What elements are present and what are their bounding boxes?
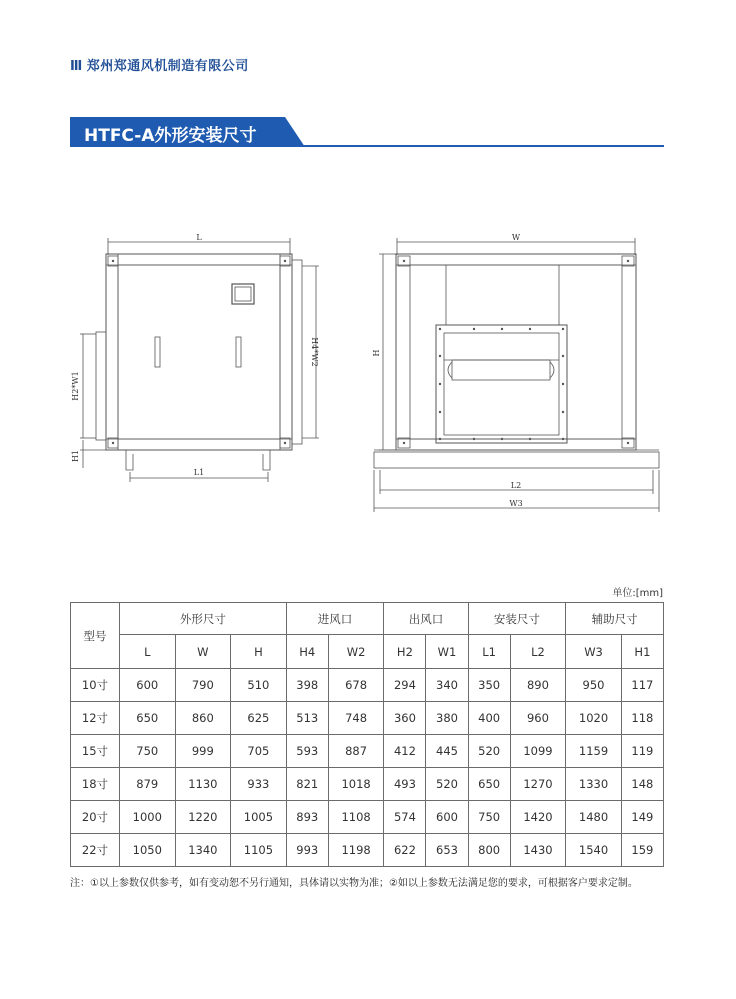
value-cell: 350: [468, 669, 510, 702]
subheader: H1: [621, 635, 663, 669]
value-cell: 1540: [566, 834, 622, 867]
value-cell: 400: [468, 702, 510, 735]
value-cell: 1018: [328, 768, 384, 801]
value-cell: 650: [120, 702, 176, 735]
value-cell: 493: [384, 768, 426, 801]
group-header: 安装尺寸: [468, 603, 566, 635]
subheader: H4: [286, 635, 328, 669]
value-cell: 149: [621, 801, 663, 834]
value-cell: 159: [621, 834, 663, 867]
value-cell: 520: [426, 768, 468, 801]
subheader: H2: [384, 635, 426, 669]
subheader: W2: [328, 635, 384, 669]
model-cell: 12寸: [71, 702, 120, 735]
value-cell: 999: [175, 735, 231, 768]
value-cell: 960: [510, 702, 566, 735]
spec-table: [70, 602, 664, 867]
side-view: [80, 238, 319, 482]
value-cell: 412: [384, 735, 426, 768]
dim-label-L2: L2: [510, 481, 522, 490]
value-cell: 380: [426, 702, 468, 735]
table-row: [71, 669, 664, 702]
model-cell: 20寸: [71, 801, 120, 834]
value-cell: 622: [384, 834, 426, 867]
value-cell: 625: [231, 702, 287, 735]
group-header: 辅助尺寸: [566, 603, 664, 635]
value-cell: 650: [468, 768, 510, 801]
value-cell: 1005: [231, 801, 287, 834]
dim-label-L1: L1: [193, 468, 205, 477]
value-cell: 294: [384, 669, 426, 702]
value-cell: 1198: [328, 834, 384, 867]
value-cell: 800: [468, 834, 510, 867]
subheader: W1: [426, 635, 468, 669]
value-cell: 1020: [566, 702, 622, 735]
value-cell: 1330: [566, 768, 622, 801]
value-cell: 513: [286, 702, 328, 735]
value-cell: 678: [328, 669, 384, 702]
value-cell: 1000: [120, 801, 176, 834]
subheader: L: [120, 635, 176, 669]
dim-label-L: L: [196, 233, 202, 242]
group-header: 出风口: [384, 603, 468, 635]
value-cell: 1420: [510, 801, 566, 834]
value-cell: 887: [328, 735, 384, 768]
value-cell: 1220: [175, 801, 231, 834]
group-header: 外形尺寸: [120, 603, 287, 635]
model-cell: 15寸: [71, 735, 120, 768]
table-row: [71, 768, 664, 801]
value-cell: 1099: [510, 735, 566, 768]
company-name: Ⅲ 郑州郑通风机制造有限公司: [70, 59, 249, 74]
value-cell: 510: [231, 669, 287, 702]
subheader: H: [231, 635, 287, 669]
group-header: 进风口: [286, 603, 384, 635]
value-cell: 118: [621, 702, 663, 735]
value-cell: 950: [566, 669, 622, 702]
value-cell: 520: [468, 735, 510, 768]
model-cell: 18寸: [71, 768, 120, 801]
dim-label-W3: W3: [509, 499, 523, 508]
table-row: [71, 834, 664, 867]
value-cell: 860: [175, 702, 231, 735]
value-cell: 748: [328, 702, 384, 735]
value-cell: 893: [286, 801, 328, 834]
table-row: [71, 702, 664, 735]
value-cell: 750: [120, 735, 176, 768]
model-cell: 10寸: [71, 669, 120, 702]
value-cell: 821: [286, 768, 328, 801]
table-row: [71, 801, 664, 834]
value-cell: 117: [621, 669, 663, 702]
dim-label-H1: H1: [71, 449, 80, 463]
value-cell: 1108: [328, 801, 384, 834]
value-cell: 340: [426, 669, 468, 702]
value-cell: 1480: [566, 801, 622, 834]
value-cell: 574: [384, 801, 426, 834]
value-cell: 705: [231, 735, 287, 768]
value-cell: 119: [621, 735, 663, 768]
model-header: 型号: [71, 603, 120, 669]
front-view: [374, 238, 659, 512]
value-cell: 1130: [175, 768, 231, 801]
dim-label-W: W: [511, 233, 521, 242]
subheader: W3: [566, 635, 622, 669]
value-cell: 933: [231, 768, 287, 801]
value-cell: 1105: [231, 834, 287, 867]
value-cell: 790: [175, 669, 231, 702]
subheader: L1: [468, 635, 510, 669]
value-cell: 1270: [510, 768, 566, 801]
table-row: [71, 735, 664, 768]
model-cell: 22寸: [71, 834, 120, 867]
value-cell: 1430: [510, 834, 566, 867]
value-cell: 148: [621, 768, 663, 801]
subheader: W: [175, 635, 231, 669]
value-cell: 1340: [175, 834, 231, 867]
value-cell: 600: [426, 801, 468, 834]
value-cell: 600: [120, 669, 176, 702]
section-title: HTFC-A外形安装尺寸: [84, 126, 257, 146]
dim-label-H: H: [372, 349, 381, 357]
brand-bars-icon: Ⅲ: [70, 59, 83, 74]
unit-label: 单位:[mm]: [612, 588, 663, 599]
footnote: 注：①以上参数仅供参考，如有变动恕不另行通知，具体请以实物为准；②如以上参数无法满足您的要求，可根据客户要求定制。: [70, 878, 638, 889]
value-cell: 360: [384, 702, 426, 735]
value-cell: 1159: [566, 735, 622, 768]
value-cell: 750: [468, 801, 510, 834]
value-cell: 890: [510, 669, 566, 702]
dim-label-H4W2: H4*W2: [310, 337, 319, 367]
value-cell: 593: [286, 735, 328, 768]
value-cell: 398: [286, 669, 328, 702]
value-cell: 993: [286, 834, 328, 867]
value-cell: 445: [426, 735, 468, 768]
value-cell: 1050: [120, 834, 176, 867]
value-cell: 653: [426, 834, 468, 867]
dim-label-H2W1: H2*W1: [71, 371, 80, 401]
value-cell: 879: [120, 768, 176, 801]
subheader: L2: [510, 635, 566, 669]
